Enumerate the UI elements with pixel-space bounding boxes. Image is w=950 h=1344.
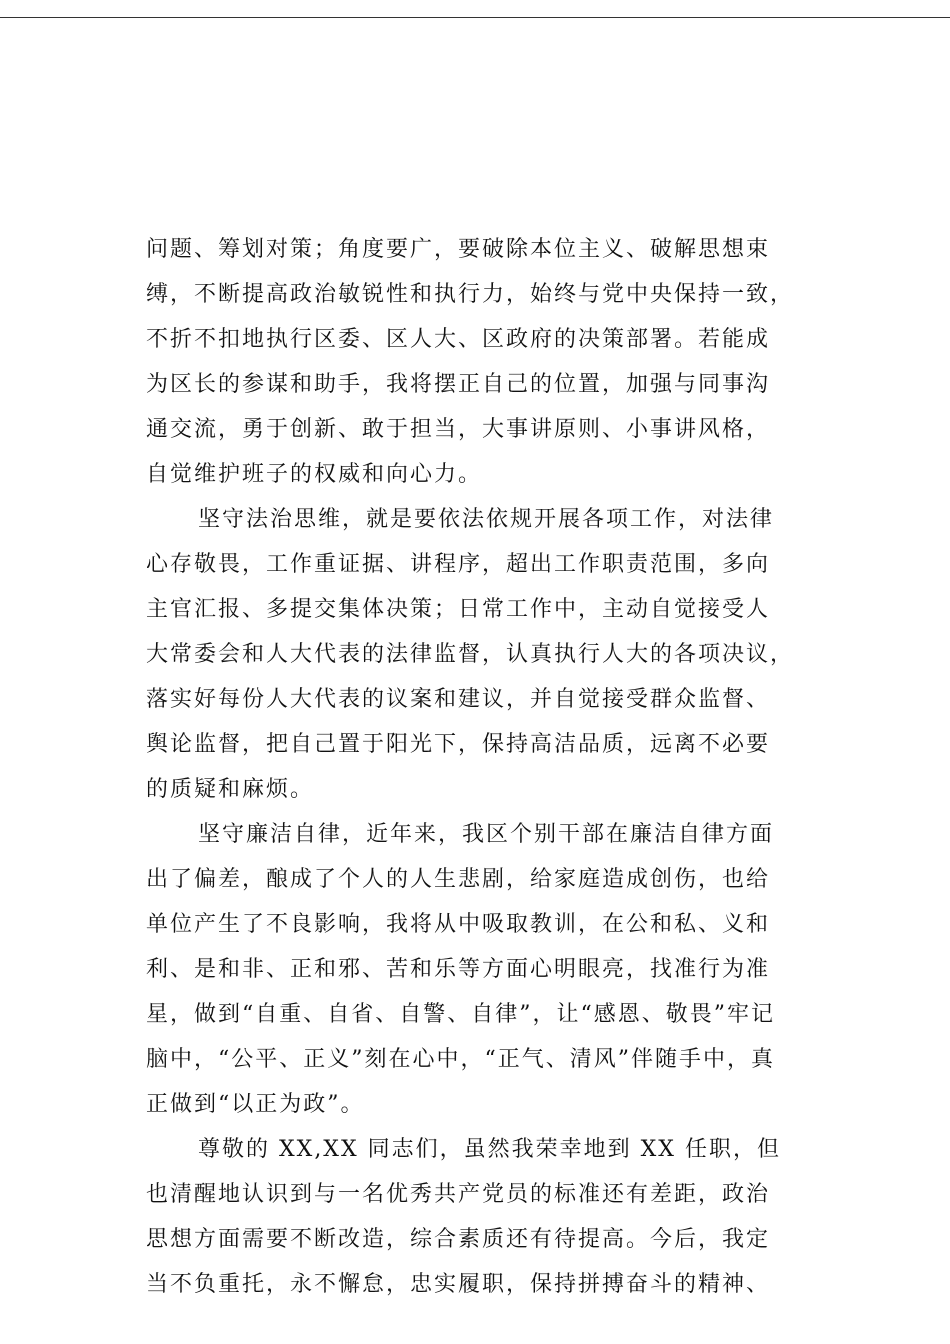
text-line: 问题、筹划对策；角度要广，要破除本位主义、破解思想束 (146, 237, 771, 262)
text-line: 为区长的参谋和助手，我将摆正自己的位置，加强与同事沟 (146, 372, 771, 397)
text-line: 星，做到“自重、自省、自警、自律”，让“感恩、敬畏”牢记 (146, 1002, 775, 1027)
text-line: 舆论监督，把自己置于阳光下，保持高洁品质，远离不必要 (146, 732, 771, 757)
text-line: 思想方面需要不断改造，综合素质还有待提高。今后，我定 (146, 1227, 771, 1252)
text-line: 出了偏差，酿成了个人的人生悲剧，给家庭造成创伤，也给 (146, 867, 771, 892)
text-line: 心存敬畏，工作重证据、讲程序，超出工作职责范围，多向 (146, 552, 771, 577)
text-line: 缚，不断提高政治敏锐性和执行力，始终与党中央保持一致， (146, 282, 795, 307)
paragraph-first-line: 坚守法治思维，就是要依法依规开展各项工作，对法律 (198, 507, 775, 532)
paragraph-first-line: 坚守廉洁自律，近年来，我区个别干部在廉洁自律方面 (198, 822, 775, 847)
header-rule (0, 17, 950, 18)
text-line: 的质疑和麻烦。 (146, 777, 315, 802)
text-line: 主官汇报、多提交集体决策；日常工作中，主动自觉接受人 (146, 597, 771, 622)
paragraph-first-line: 尊敬的 XX,XX 同志们，虽然我荣幸地到 XX 任职，但 (198, 1137, 781, 1162)
text-line: 不折不扣地执行区委、区人大、区政府的决策部署。若能成 (146, 327, 771, 352)
text-line: 通交流，勇于创新、敢于担当，大事讲原则、小事讲风格， (146, 417, 771, 442)
text-line: 利、是和非、正和邪、苦和乐等方面心明眼亮，找准行为准 (146, 957, 771, 982)
text-line: 也清醒地认识到与一名优秀共产党员的标准还有差距，政治 (146, 1182, 771, 1207)
document-body (146, 227, 846, 1307)
text-line: 自觉维护班子的权威和向心力。 (146, 462, 483, 487)
text-line: 当不负重托，永不懈怠，忠实履职，保持拼搏奋斗的精神、 (146, 1272, 771, 1297)
text-line: 大常委会和人大代表的法律监督，认真执行人大的各项决议， (146, 642, 795, 667)
text-line: 单位产生了不良影响，我将从中吸取教训，在公和私、义和 (146, 912, 771, 937)
text-line: 正做到“以正为政”。 (146, 1092, 365, 1117)
text-line: 脑中，“公平、正义”刻在心中，“正气、清风”伴随手中，真 (146, 1047, 775, 1072)
text-line: 落实好每份人大代表的议案和建议，并自觉接受群众监督、 (146, 687, 771, 712)
